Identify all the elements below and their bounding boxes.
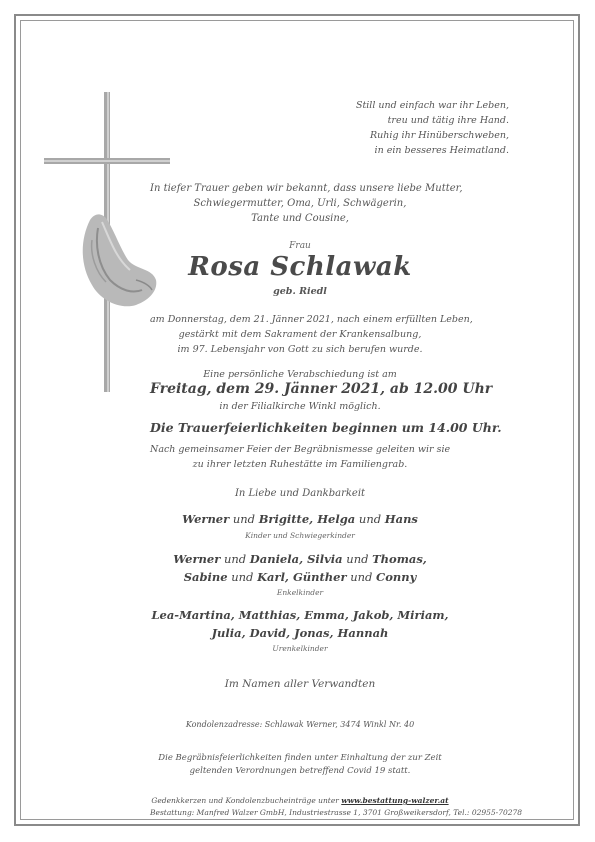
salutation: Frau <box>289 241 311 251</box>
great-grandchildren-line2 <box>150 626 450 640</box>
covid-notice <box>150 752 450 778</box>
name-list: Lea-Martina, Matthias, Emma, Jakob, Miriam, <box>151 608 449 622</box>
name: Thomas, <box>372 552 427 566</box>
relatives-line: Im Namen aller Verwandten <box>224 678 376 690</box>
bio-line: gestärkt mit dem Sakrament der Krankensalbung, <box>178 329 422 340</box>
footer-line1 <box>150 796 450 805</box>
conjunction: und <box>232 512 256 526</box>
conjunction: und <box>231 570 254 584</box>
name: Karl, Günther <box>257 570 347 584</box>
announcement-line: In tiefer Trauer geben wir bekannt, dass unsere liebe Mutter, <box>150 183 463 194</box>
grandchildren-relation: Enkelkinder <box>276 588 324 597</box>
poem-line: Ruhig ihr Hinüberschweben, <box>370 130 509 141</box>
name: Werner <box>173 552 221 566</box>
name-list: Julia, David, Jonas, Hannah <box>211 626 389 640</box>
ceremony-time: Die Trauerfeierlichkeiten beginnen um 14.00 Uhr. <box>150 420 502 435</box>
mass-line: Nach gemeinsamer Feier der Begräbnismesse geleiten wir sie <box>150 444 451 455</box>
great-grandchildren-relation: Urenkelkinder <box>272 644 328 653</box>
website-link[interactable]: www.bestattung-walzer.at <box>341 796 449 805</box>
poem-line: Still und einfach war ihr Leben, <box>355 100 509 111</box>
grandchildren-names-line2 <box>150 570 450 584</box>
name: Hans <box>384 512 418 526</box>
name: Daniela, Silvia <box>249 552 343 566</box>
footer-line2: Bestattung: Manfred Walzer GmbH, Industriestrasse 1, 3701 Großweikersdorf, Tel.: 02955-70278 <box>150 808 523 817</box>
name: Conny <box>376 570 417 584</box>
poem <box>249 98 509 158</box>
farewell-date: Freitag, dem 29. Jänner 2021, ab 12.00 Uhr <box>150 381 493 397</box>
bio-line: am Donnerstag, dem 21. Jänner 2021, nach einem erfüllten Leben, <box>150 314 473 325</box>
farewell-intro: Eine persönliche Verabschiedung ist am <box>203 369 397 380</box>
farewell-place: in der Filialkirche Winkl möglich. <box>219 401 381 412</box>
conjunction: und <box>350 570 373 584</box>
great-grandchildren-line1 <box>150 608 450 622</box>
announcement-line: Schwiegermutter, Oma, Urli, Schwägerin, <box>193 198 407 209</box>
children-relation: Kinder und Schwiegerkinder <box>245 531 355 540</box>
name: Werner <box>182 512 230 526</box>
condolence-address: Kondolenzadresse: Schlawak Werner, 3474 Winkl Nr. 40 <box>185 720 415 729</box>
deceased-name: Rosa Schlawak <box>188 252 412 282</box>
love-line: In Liebe und Dankbarkeit <box>234 488 366 499</box>
bio-text <box>150 312 473 357</box>
mass-text <box>150 442 450 472</box>
mass-line: zu ihrer letzten Ruhestätte im Familiengrab. <box>192 459 408 470</box>
conjunction: und <box>346 552 369 566</box>
grandchildren-names-line1 <box>150 552 450 566</box>
bio-line: im 97. Lebensjahr von Gott zu sich berufen wurde. <box>177 344 423 355</box>
announcement-line: Tante und Cousine, <box>251 213 349 224</box>
children-names <box>150 512 450 526</box>
covid-line: Die Begräbnisfeierlichkeiten finden unter Einhaltung der zur Zeit <box>158 753 442 763</box>
poem-line: treu und tätig ihre Hand. <box>387 115 509 126</box>
name: Sabine <box>183 570 228 584</box>
name: Brigitte, Helga <box>258 512 356 526</box>
birth-name: geb. Riedl <box>273 286 327 297</box>
covid-line: geltenden Verordnungen betreffend Covid 19 statt. <box>189 766 411 776</box>
footer-text: Gedenkkerzen und Kondolenzbucheinträge unter <box>151 796 339 805</box>
conjunction: und <box>223 552 247 566</box>
announcement <box>150 181 463 226</box>
poem-line: in ein besseres Heimatland. <box>374 145 509 156</box>
conjunction: und <box>358 512 382 526</box>
